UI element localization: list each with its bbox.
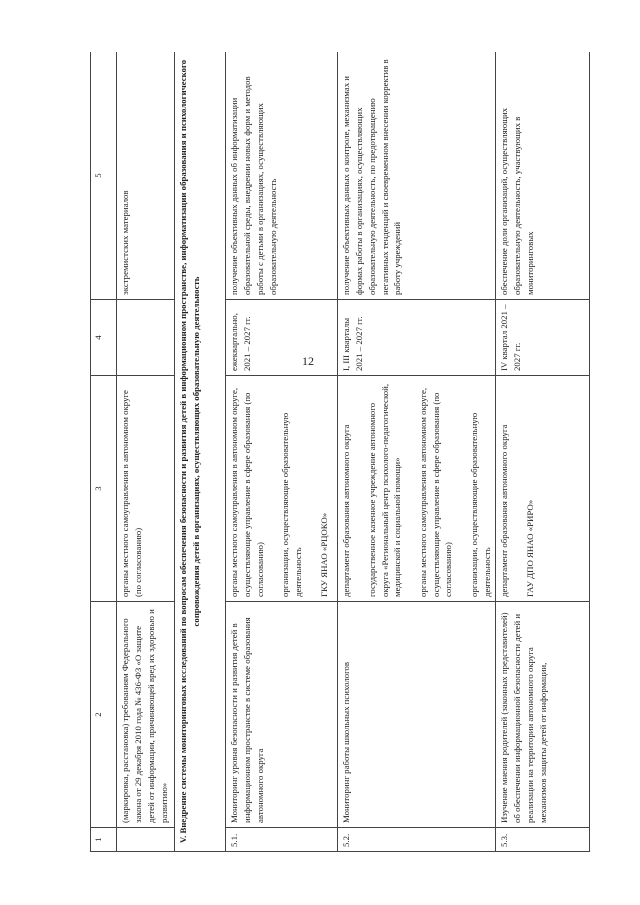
executor: ГКУ ЯНАО «РЦОКО»: [318, 512, 329, 597]
column-header-1: 1: [91, 828, 117, 852]
executor: ГАУ ДПО ЯНАО «РИРО»: [524, 499, 535, 597]
executor: органы местного самоуправления в автономном округе, осуществляющие управление в сфере образования (по согласованию): [417, 387, 454, 597]
row-term: IV квартал 2021 – 2027 гг.: [496, 300, 590, 376]
row-number: 5.2.: [338, 828, 496, 852]
table-row: [338, 52, 496, 852]
page-number: 12: [302, 354, 314, 368]
carryover-num: [117, 828, 175, 852]
executor: организации, осуществляющие образовательную деятельность: [468, 412, 492, 597]
table-row: [496, 52, 590, 852]
column-number-row: [91, 52, 117, 852]
carryover-row: [117, 52, 175, 852]
column-header-2: 2: [91, 602, 117, 828]
column-header-4: 4: [91, 300, 117, 376]
carryover-executors: органы местного самоуправления в автономном округе (по согласованию): [117, 376, 175, 602]
row-number: 5.1.: [226, 828, 338, 852]
row-term: ежеквартально, 2021 – 2027 гг.: [226, 300, 338, 376]
executor: государственное казенное учреждение автономного округа «Региональный центр психолого-педагогической, медицинской и социальной помощи»: [366, 383, 403, 597]
rotated-page-area: [90, 52, 590, 852]
section-heading: V. Внедрение системы мониторинговых исследований по вопросам обеспечения безопасности и развития детей в информационном пространстве, информатизации образования и психологического сопровождения детей в организациях, осуществляющих образовательную деятельность: [175, 52, 226, 852]
row-result: получение объективных данных о контроле, механизмах и формах работы в организациях, осуществляющих образовательную деятельность, по предотвращению негативных тенденций и своевременном внесении корректив в работу учреждений: [338, 52, 496, 300]
row-number: 5.3.: [496, 828, 590, 852]
executor: департамент образования автономного округа: [341, 424, 352, 597]
carryover-term: [117, 300, 175, 376]
column-header-3: 3: [91, 376, 117, 602]
executor: организации, осуществляющие образовательную деятельность: [280, 412, 304, 597]
plan-table: [90, 52, 590, 852]
section-heading-row: [175, 52, 226, 852]
row-title: Мониторинг работы школьных психологов: [338, 602, 496, 828]
carryover-title: (маркировка, расстановка) требованиям Федерального закона от 29 декабря 2010 года № 436-ФЗ «О защите детей от информации, причиняющей вред их здоровью и развитию»: [117, 602, 175, 828]
table-row: [226, 52, 338, 852]
executor: департамент образования автономного округа: [499, 424, 510, 597]
row-title: Изучение мнения родителей (законных представителей) об обеспечении информационной безопасности детей и реализации на территории автономного округа механизмов защиты детей от информации,: [496, 602, 590, 828]
row-term: I, III кварталы 2021 – 2027 гг.: [338, 300, 496, 376]
row-executors: [496, 376, 590, 602]
column-header-5: 5: [91, 52, 117, 300]
row-title: Мониторинг уровня безопасности и развития детей в информационном пространстве в системе образования автономного округа: [226, 602, 338, 828]
row-result: получение объективных данных об информатизации образовательной среды, внедрении новых форм и методов работы с детьми в организациях, осуществляющих образовательную деятельность: [226, 52, 338, 300]
row-executors: [226, 376, 338, 602]
executor: органы местного самоуправления в автономном округе, осуществляющие управление в сфере образования (по согласованию): [229, 387, 265, 597]
carryover-result: экстремистских материалов: [117, 52, 175, 300]
row-executors: [338, 376, 496, 602]
row-result: обеспечение доли организаций, осуществляющих образовательную деятельность, участвующих в мониторинговых: [496, 52, 590, 300]
